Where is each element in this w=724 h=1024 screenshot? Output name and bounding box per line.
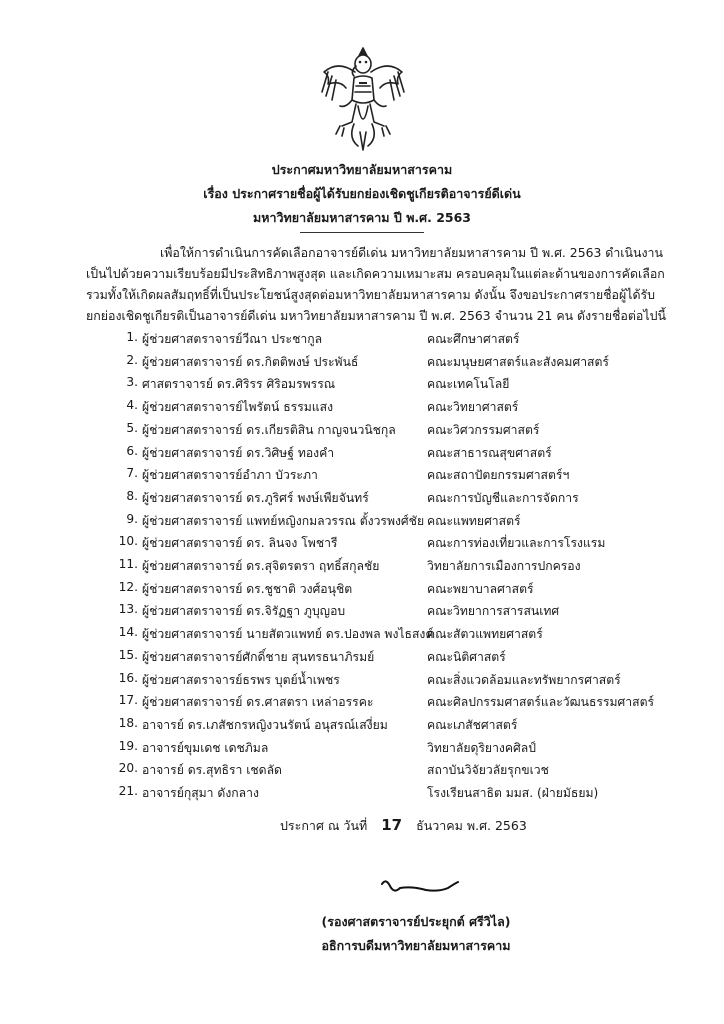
awardee-unit: โรงเรียนสาธิต มมส. (ฝ่ายมัธยม) bbox=[427, 786, 599, 800]
awardee-name: ผู้ช่วยศาสตราจารย์ ดร.วิศิษฐ์ ทองคำ bbox=[142, 445, 335, 460]
awardee-number: 17. bbox=[118, 693, 138, 708]
awardee-unit: คณะวิทยาศาสตร์ bbox=[427, 400, 519, 415]
awardee-name: ผู้ช่วยศาสตราจารย์ศักดิ์ชาย สุนทรธนาภิรมย์ bbox=[142, 649, 375, 664]
awardee-unit: วิทยาลัยการเมืองการปกครอง bbox=[427, 559, 581, 573]
list-item bbox=[86, 512, 686, 534]
handwritten-signature bbox=[378, 874, 462, 900]
list-item bbox=[86, 648, 686, 670]
intro-line: รวมทั้งให้เกิดผลสัมฤทธิ์ที่เป็นประโยชน์สูงสุดต่อมหาวิทยาลัยมหาสารคาม ดังนั้น จึงขอประกาศรายชื่อผู้ได้รับ bbox=[86, 287, 656, 302]
awardee-number: 3. bbox=[126, 375, 138, 390]
list-item bbox=[86, 739, 686, 761]
list-item bbox=[86, 466, 686, 488]
list-item bbox=[86, 625, 686, 647]
awardee-unit: คณะนิติศาสตร์ bbox=[427, 649, 506, 664]
list-item bbox=[86, 398, 686, 420]
list-item bbox=[86, 330, 686, 352]
awardee-name: ผู้ช่วยศาสตราจารย์ธรพร บุตย์น้ำเพชร bbox=[142, 672, 340, 687]
list-item bbox=[86, 534, 686, 556]
list-item bbox=[86, 602, 686, 624]
awardee-unit: คณะวิทยาการสารสนเทศ bbox=[427, 604, 560, 619]
awardee-unit: คณะพยาบาลศาสตร์ bbox=[427, 581, 534, 596]
list-item bbox=[86, 580, 686, 602]
announcement-subject-year: มหาวิทยาลัยมหาสารคาม ปี พ.ศ. 2563 bbox=[252, 210, 472, 225]
list-item bbox=[86, 671, 686, 693]
awardee-unit: คณะศึกษาศาสตร์ bbox=[427, 332, 520, 346]
awardee-number: 1. bbox=[126, 330, 138, 344]
awardee-name: ผู้ช่วยศาสตราจารย์ นายสัตวแพทย์ ดร.ปองพล พงไธสงค์ bbox=[142, 627, 434, 642]
garuda-emblem-icon bbox=[318, 42, 408, 154]
awardee-name: ผู้ช่วยศาสตราจารย์ ดร.ชูชาติ วงศ์อนุชิต bbox=[142, 581, 353, 596]
awardee-number: 13. bbox=[118, 602, 138, 617]
intro-line: ยกย่องเชิดชูเกียรติเป็นอาจารย์ดีเด่น มหาวิทยาลัยมหาสารคาม ปี พ.ศ. 2563 จำนวน 21 คน ดังรายชื่อต่อไปนี้ bbox=[86, 308, 666, 323]
awardee-unit: คณะวิศวกรรมศาสตร์ bbox=[427, 422, 540, 437]
awardee-name: ผู้ช่วยศาสตราจารย์ ดร. ลินจง โพชารี bbox=[142, 536, 338, 551]
awardee-number: 5. bbox=[126, 420, 138, 435]
list-item bbox=[86, 489, 686, 511]
awardee-name: ผู้ช่วยศาสตราจารย์อำภา บัวระภา bbox=[142, 468, 318, 483]
list-item bbox=[86, 557, 686, 579]
awardee-number: 4. bbox=[126, 398, 138, 413]
signer-title: อธิการบดีมหาวิทยาลัยมหาสารคาม bbox=[321, 938, 511, 953]
awardee-number: 21. bbox=[118, 784, 138, 798]
intro-line: เพื่อให้การดำเนินการคัดเลือกอาจารย์ดีเด่น มหาวิทยาลัยมหาสารคาม ปี พ.ศ. 2563 ดำเนินงาน bbox=[160, 245, 663, 260]
announcement-date bbox=[280, 816, 527, 836]
awardee-unit: คณะมนุษยศาสตร์และสังคมศาสตร์ bbox=[427, 354, 609, 369]
awardee-name: ผู้ช่วยศาสตราจารย์ ดร.ภูริศร์ พงษ์เพียจันทร์ bbox=[142, 490, 369, 505]
awardee-number: 20. bbox=[118, 761, 138, 776]
list-item bbox=[86, 693, 686, 715]
awardee-number: 15. bbox=[118, 647, 138, 662]
list-item bbox=[86, 444, 686, 466]
awardee-unit: คณะสถาปัตยกรรมศาสตร์ฯ bbox=[427, 468, 570, 483]
awardee-name: อาจารย์ขุมเดช เดชภิมล bbox=[142, 740, 269, 755]
awardee-number: 14. bbox=[118, 625, 138, 640]
list-item bbox=[86, 421, 686, 443]
awardee-name: ผู้ช่วยศาสตราจารย์ ดร.สุจิตรตรา ฤทธิ์สกุลชัย bbox=[142, 559, 380, 573]
awardee-number: 8. bbox=[126, 488, 138, 503]
heading-divider bbox=[300, 232, 424, 233]
awardee-name: ผู้ช่วยศาสตราจารย์ไพรัตน์ ธรรมแสง bbox=[142, 400, 334, 415]
awardee-name: อาจารย์กุสุมา ดังกลาง bbox=[142, 786, 259, 800]
awardee-unit: วิทยาลัยดุริยางคศิลป์ bbox=[427, 740, 536, 755]
awardee-unit: คณะสัตวแพทยศาสตร์ bbox=[427, 627, 543, 642]
awardee-unit: คณะสาธารณสุขศาสตร์ bbox=[427, 445, 552, 460]
date-day: 17 bbox=[381, 816, 403, 834]
awardee-number: 2. bbox=[126, 352, 138, 367]
date-prefix: ประกาศ ณ วันที่ bbox=[280, 818, 368, 833]
awardee-unit: คณะการบัญชีและการจัดการ bbox=[427, 490, 579, 505]
intro-line: เป็นไปด้วยความเรียบร้อยมีประสิทธิภาพสูงสุด และเกิดความเหมาะสม ครอบคลุมในแต่ละด้านของการคัดเลือก bbox=[86, 266, 665, 281]
awardee-name: ผู้ช่วยศาสตราจารย์ ดร.จิรัฏฐา ภูบุญอบ bbox=[142, 604, 346, 619]
date-month-year: ธันวาคม พ.ศ. 2563 bbox=[416, 818, 527, 833]
awardee-unit: สถาบันวิจัยวลัยรุกขเวช bbox=[427, 763, 549, 778]
awardee-unit: คณะแพทยศาสตร์ bbox=[427, 513, 521, 528]
awardee-number: 16. bbox=[118, 670, 138, 685]
signer-name: (รองศาสตราจารย์ประยุกต์ ศรีวิไล) bbox=[321, 914, 511, 929]
awardee-number: 6. bbox=[126, 443, 138, 458]
awardee-name: ผู้ช่วยศาสตราจารย์วีณา ประชากูล bbox=[142, 332, 323, 346]
announcement-heading: ประกาศมหาวิทยาลัยมหาสารคาม bbox=[271, 162, 453, 177]
list-item bbox=[86, 353, 686, 375]
list-item bbox=[86, 375, 686, 397]
announcement-subject: เรื่อง ประกาศรายชื่อผู้ได้รับยกย่องเชิดชูเกียรติอาจารย์ดีเด่น bbox=[203, 186, 521, 201]
awardee-number: 19. bbox=[118, 738, 138, 753]
awardee-unit: คณะศิลปกรรมศาสตร์และวัฒนธรรมศาสตร์ bbox=[427, 695, 655, 710]
awardee-number: 18. bbox=[118, 715, 138, 730]
awardee-number: 12. bbox=[118, 579, 138, 594]
list-item bbox=[86, 716, 686, 738]
awardee-name: ผู้ช่วยศาสตราจารย์ แพทย์หญิงกมลวรรณ ตั้งวรพงศ์ชัย bbox=[142, 513, 425, 528]
awardee-number: 7. bbox=[126, 466, 138, 481]
list-item bbox=[86, 784, 686, 806]
awardee-number: 9. bbox=[126, 511, 138, 526]
awardee-number: 11. bbox=[118, 557, 138, 571]
awardee-unit: คณะเทคโนโลยี bbox=[427, 377, 510, 392]
intro-paragraph bbox=[86, 242, 666, 326]
awardee-name: อาจารย์ ดร.สุทธิรา เชดลัด bbox=[142, 763, 282, 778]
awardee-name: ผู้ช่วยศาสตราจารย์ ดร.ศาสตรา เหล่าอรรคะ bbox=[142, 695, 374, 710]
awardee-name: ศาสตราจารย์ ดร.ศิริรร ศิริอมรพรรณ bbox=[142, 377, 336, 392]
awardee-number: 10. bbox=[118, 534, 138, 549]
awardee-name: อาจารย์ ดร.เภสัชกรหญิงวนรัตน์ อนุสรณ์เสงี่ยม bbox=[142, 717, 388, 732]
awardee-unit: คณะสิ่งแวดล้อมและทรัพยากรศาสตร์ bbox=[427, 672, 621, 687]
awardee-unit: คณะการท่องเที่ยวและการโรงแรม bbox=[427, 536, 606, 551]
awardee-name: ผู้ช่วยศาสตราจารย์ ดร.เกียรติสิน กาญจนวนิชกุล bbox=[142, 422, 396, 437]
awardee-unit: คณะเภสัชศาสตร์ bbox=[427, 717, 518, 732]
awardee-name: ผู้ช่วยศาสตราจารย์ ดร.กิตติพงษ์ ประพันธ์ bbox=[142, 354, 359, 369]
list-item bbox=[86, 761, 686, 783]
